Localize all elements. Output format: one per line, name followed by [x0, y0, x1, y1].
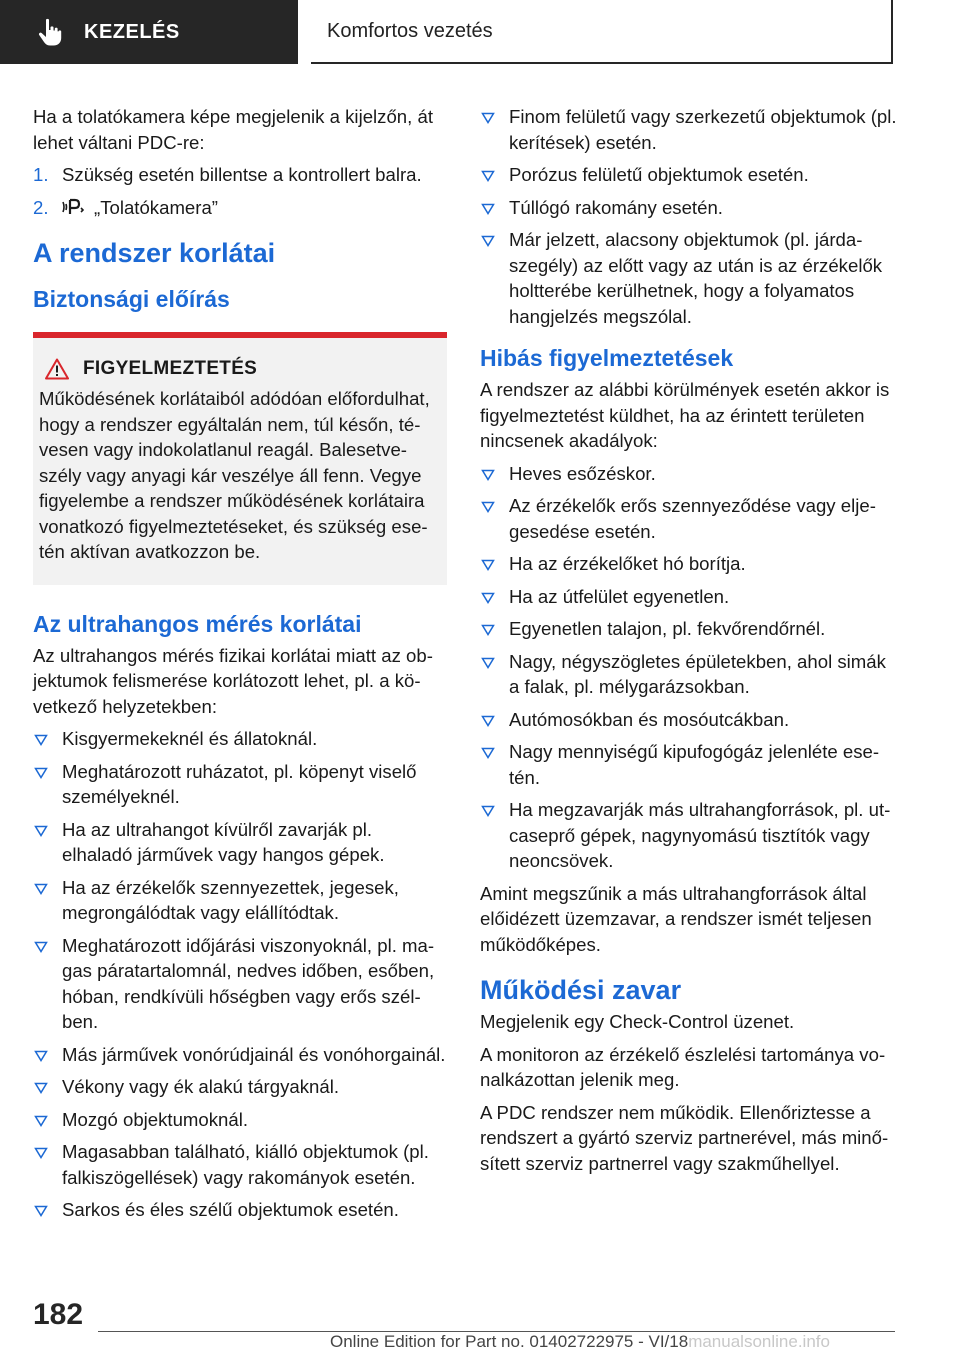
intro-text: Ha a tolatókamera képe megjelenik a kijelzőn, át lehet váltani PDC-re:	[33, 106, 433, 153]
list-item: Heves esőzéskor.	[480, 461, 898, 487]
list-item: Nagy mennyiségű kipufogógáz jelenléte esetén.	[480, 739, 898, 790]
list-item: Ha az útfelület egyenetlen.	[480, 584, 898, 610]
false-outro: Amint megszűnik a más ultrahangforrások által előidézett üzemzavar, a rendszer ismét teljesen működőképes.	[480, 882, 872, 955]
list-item: Vékony vagy ék alakú tárgyaknál.	[33, 1074, 447, 1100]
list-item: Túllógó rakomány esetén.	[480, 195, 898, 221]
warning-title: FIGYELMEZTETÉS	[83, 358, 258, 379]
fault-paragraph: Megjelenik egy Check-Control üzenet.	[480, 1011, 795, 1032]
section-title: KEZELÉS	[84, 20, 180, 43]
list-item: Meghatározott időjárási viszonyoknál, pl. magas páratartalomnál, nedves időben, esőben, hóban, rendkívüli hőségben vagy erős szélben.	[33, 933, 447, 1035]
heading-false-warnings: Hibás figyelmeztetések	[480, 345, 734, 371]
chapter-header	[311, 0, 893, 64]
bullet-triangle-icon	[34, 825, 48, 837]
bullet-triangle-icon	[481, 501, 495, 513]
list-item: Mozgó objektumoknál.	[33, 1107, 447, 1133]
chapter-title: Komfortos vezetés	[327, 19, 493, 42]
bullet-triangle-icon	[481, 469, 495, 481]
page-number: 182	[33, 1298, 84, 1331]
list-item: Magasabban található, kiálló objektumok (pl. falkiszögellések) vagy rakományok esetén.	[33, 1139, 447, 1190]
fault-paragraph: A monitoron az érzékelő észlelési tartománya vonalkázottan jelenik meg.	[480, 1043, 886, 1090]
heading-system-limits: A rendszer korlátai	[33, 238, 276, 268]
bullet-triangle-icon	[34, 1147, 48, 1159]
bullet-triangle-icon	[481, 747, 495, 759]
warning-text: Működésének korlátaiból adódóan előfordulhat, hogy a rendszer egyáltalán nem, túl későn, tévesen vagy indokolatlanul reagál. Balesetveszély vagy anyagi kár veszélye áll fenn. Vegye figyelembe a rendszer működésének korlátaira vonatkozó figyelmeztetéseket, és szükség esetén aktívan avatkozzon be.	[39, 388, 430, 562]
list-item: Autómosókban és mosóutcákban.	[480, 707, 898, 733]
bullet-triangle-icon	[34, 1082, 48, 1094]
step-text: Szükség esetén billentse a kontrollert balra.	[62, 164, 422, 185]
bullet-triangle-icon	[481, 170, 495, 182]
heading-malfunction: Működési zavar	[480, 975, 682, 1005]
bullet-triangle-icon	[481, 203, 495, 215]
list-item: Porózus felületű objektumok esetén.	[480, 162, 898, 188]
false-intro: A rendszer az alábbi körülmények esetén akkor is figyelmeztetést küldhet, ha az érintett területen nincsenek akadályok:	[480, 379, 890, 451]
bullet-triangle-icon	[481, 235, 495, 247]
bullet-triangle-icon	[481, 559, 495, 571]
list-item: Finom felületű vagy szerkezetű objektumok (pl. kerítések) esetén.	[480, 104, 898, 155]
step-item	[33, 162, 447, 188]
step-item	[33, 195, 447, 221]
bullet-triangle-icon	[481, 112, 495, 124]
list-item: Nagy, négyszögletes épületekben, ahol simák a falak, pl. mélygarázsokban.	[480, 649, 898, 700]
heading-ultrasound: Az ultrahangos mérés korlátai	[33, 610, 362, 637]
list-item: Sarkos és éles szélű objektumok esetén.	[33, 1197, 447, 1223]
step-text: „Tolatókamera”	[94, 196, 219, 218]
heading-safety: Biztonsági előírás	[33, 286, 230, 312]
list-item: Az érzékelők erős szennyeződése vagy eljegesedése esetén.	[480, 493, 898, 544]
bullet-triangle-icon	[34, 941, 48, 953]
bullet-triangle-icon	[481, 715, 495, 727]
list-item: Egyenetlen talajon, pl. fekvőrendőrnél.	[480, 616, 898, 642]
bullet-triangle-icon	[34, 767, 48, 779]
hand-pointer-icon	[38, 18, 62, 46]
step-number: 2.	[33, 196, 49, 218]
bullet-triangle-icon	[481, 592, 495, 604]
right-column	[480, 104, 898, 1183]
watermark-text: manualsonline.info	[688, 1332, 830, 1351]
list-item: Ha megzavarják más ultrahangforrások, pl. utcaseprő gépek, nagynyomású tisztítók vagy neoncsövek.	[480, 797, 898, 874]
left-column	[33, 104, 447, 1230]
bullet-triangle-icon	[34, 1115, 48, 1127]
section-tab	[0, 0, 298, 64]
list-item: Ha az érzékelők szennyezettek, jegesek, megrongálódtak vagy elállítódtak.	[33, 875, 447, 926]
bullet-triangle-icon	[34, 1050, 48, 1062]
warning-box	[33, 332, 447, 585]
bullet-triangle-icon	[34, 734, 48, 746]
parking-assist-icon	[62, 198, 84, 216]
step-number: 1.	[33, 164, 49, 185]
bullet-triangle-icon	[481, 624, 495, 636]
bullet-triangle-icon	[481, 657, 495, 669]
list-item: Kisgyermekeknél és állatoknál.	[33, 726, 447, 752]
warning-triangle-icon	[45, 358, 69, 380]
list-item: Már jelzett, alacsony objektumok (pl. járdaszegély) az előtt vagy az után is az érzékelők holtterébe kerülhetnek, hogy a folyamatos hangjelzés megszólal.	[480, 227, 898, 329]
footer-edition	[330, 1332, 830, 1352]
bullet-triangle-icon	[34, 883, 48, 895]
list-item: Ha az érzékelőket hó borítja.	[480, 551, 898, 577]
edition-text: Online Edition for Part no. 01402722975 - VI/18	[330, 1332, 689, 1351]
ultrasound-intro: Az ultrahangos mérés fizikai korlátai miatt az objektumok felismerése korlátozott lehet, pl. a következő helyzetekben:	[33, 644, 433, 717]
list-item: Meghatározott ruházatot, pl. köpenyt viselő személyeknél.	[33, 759, 447, 810]
bullet-triangle-icon	[481, 805, 495, 817]
list-item: Más járművek vonórúdjainál és vonóhorgainál.	[33, 1042, 447, 1068]
list-item: Ha az ultrahangot kívülről zavarják pl. elhaladó járművek vagy hangos gépek.	[33, 817, 447, 868]
fault-paragraph: A PDC rendszer nem működik. Ellenőriztesse a rendszert a gyártó szerviz partnerével, más minősített szerviz partnerrel vagy szakműhellyel.	[480, 1101, 889, 1174]
bullet-triangle-icon	[34, 1205, 48, 1217]
